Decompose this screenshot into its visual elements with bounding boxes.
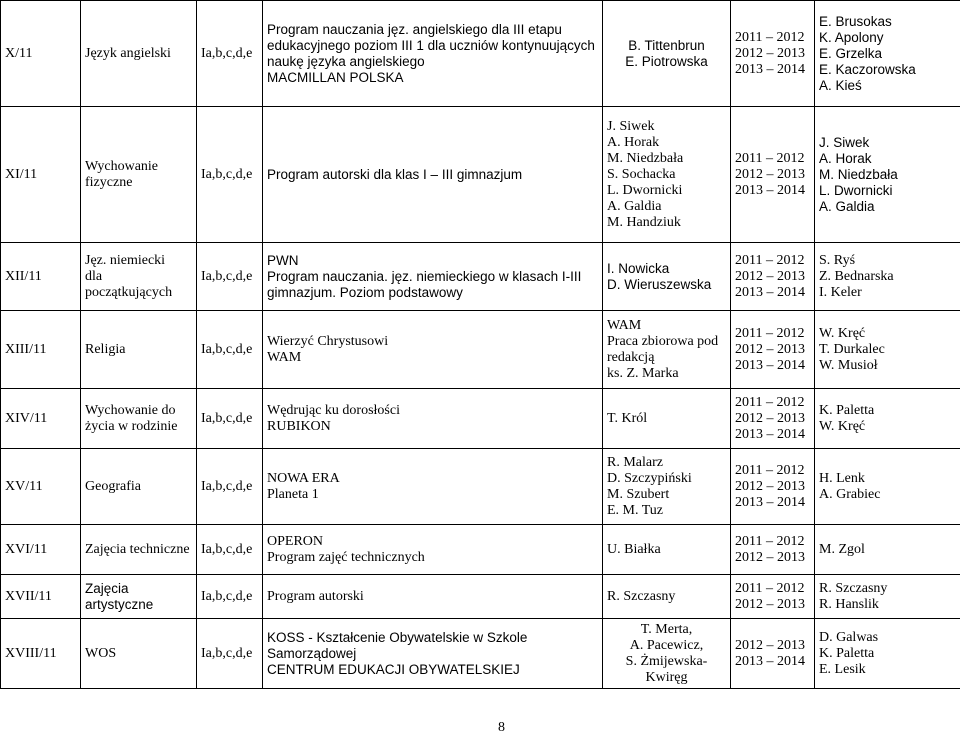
teachers-cell: D. Galwas K. Paletta E. Lesik (815, 619, 960, 689)
program-cell: OPERON Program zajęć technicznych (263, 525, 603, 575)
teachers-cell: H. Lenk A. Grabiec (815, 449, 960, 525)
classes-cell: Ia,b,c,d,e (197, 575, 263, 619)
subject-cell: Wychowanie do życia w rodzinie (81, 389, 197, 449)
classes-cell: Ia,b,c,d,e (197, 525, 263, 575)
classes-cell: Ia,b,c,d,e (197, 1, 263, 107)
authors-cell: R. Szczasny (603, 575, 731, 619)
program-cell: Program autorski (263, 575, 603, 619)
teachers-cell: W. Kręć T. Durkalec W. Musioł (815, 311, 960, 389)
row-number: XIV/11 (1, 389, 81, 449)
program-cell: Wierzyć Chrystusowi WAM (263, 311, 603, 389)
years-cell: 2012 – 2013 2013 – 2014 (731, 619, 815, 689)
row-number: XIII/11 (1, 311, 81, 389)
years-cell: 2011 – 2012 2012 – 2013 2013 – 2014 (731, 107, 815, 243)
page-number: 8 (498, 720, 505, 735)
subject-cell: WOS (81, 619, 197, 689)
years-cell: 2011 – 2012 2012 – 2013 2013 – 2014 (731, 311, 815, 389)
program-cell: Program nauczania jęz. angielskiego dla III etapu edukacyjnego poziom III 1 dla uczniów kontynuujących naukę języka angielskiego MACMILLAN POLSKA (263, 1, 603, 107)
program-cell: Wędrując ku dorosłości RUBIKON (263, 389, 603, 449)
authors-cell: I. Nowicka D. Wieruszewska (603, 243, 731, 311)
classes-cell: Ia,b,c,d,e (197, 389, 263, 449)
row-number: X/11 (1, 1, 81, 107)
table-row (1, 107, 960, 243)
teachers-cell: S. Ryś Z. Bednarska I. Keler (815, 243, 960, 311)
row-number: XVI/11 (1, 525, 81, 575)
program-cell: NOWA ERA Planeta 1 (263, 449, 603, 525)
subject-cell: Język angielski (81, 1, 197, 107)
authors-cell: T. Merta, A. Pacewicz, S. Żmijewska- Kwiręg (603, 619, 731, 689)
authors-cell: T. Król (603, 389, 731, 449)
teachers-cell: E. Brusokas K. Apolony E. Grzelka E. Kaczorowska A. Kieś (815, 1, 960, 107)
classes-cell: Ia,b,c,d,e (197, 619, 263, 689)
table-row (1, 525, 960, 575)
program-cell: KOSS - Kształcenie Obywatelskie w Szkole Samorządowej CENTRUM EDUKACJI OBYWATELSKIEJ (263, 619, 603, 689)
row-number: XI/11 (1, 107, 81, 243)
teachers-cell: R. Szczasny R. Hanslik (815, 575, 960, 619)
table-row (1, 449, 960, 525)
row-number: XVII/11 (1, 575, 81, 619)
subject-cell: Jęz. niemiecki dla początkujących (81, 243, 197, 311)
years-cell: 2011 – 2012 2012 – 2013 2013 – 2014 (731, 389, 815, 449)
years-cell: 2011 – 2012 2012 – 2013 2013 – 2014 (731, 449, 815, 525)
authors-cell: R. Malarz D. Szczypiński M. Szubert E. M. Tuz (603, 449, 731, 525)
row-number: XII/11 (1, 243, 81, 311)
subject-cell: Zajęcia artystyczne (81, 575, 197, 619)
program-cell: Program autorski dla klas I – III gimnazjum (263, 107, 603, 243)
classes-cell: Ia,b,c,d,e (197, 311, 263, 389)
authors-cell: WAM Praca zbiorowa pod redakcją ks. Z. Marka (603, 311, 731, 389)
subject-cell: Wychowanie fizyczne (81, 107, 197, 243)
table-row (1, 243, 960, 311)
years-cell: 2011 – 2012 2012 – 2013 (731, 525, 815, 575)
subject-cell: Zajęcia techniczne (81, 525, 197, 575)
teachers-cell: K. Paletta W. Kręć (815, 389, 960, 449)
table-row (1, 389, 960, 449)
years-cell: 2011 – 2012 2012 – 2013 2013 – 2014 (731, 243, 815, 311)
teachers-cell: M. Zgol (815, 525, 960, 575)
table-row (1, 619, 960, 689)
classes-cell: Ia,b,c,d,e (197, 449, 263, 525)
table-row (1, 1, 960, 107)
subject-cell: Geografia (81, 449, 197, 525)
subject-cell: Religia (81, 311, 197, 389)
years-cell: 2011 – 2012 2012 – 2013 2013 – 2014 (731, 1, 815, 107)
years-cell: 2011 – 2012 2012 – 2013 (731, 575, 815, 619)
teachers-cell: J. Siwek A. Horak M. Niedzbała L. Dwornicki A. Galdia (815, 107, 960, 243)
table-row (1, 311, 960, 389)
authors-cell: J. Siwek A. Horak M. Niedzbała S. Sochacka L. Dwornicki A. Galdia M. Handziuk (603, 107, 731, 243)
authors-cell: B. Tittenbrun E. Piotrowska (603, 1, 731, 107)
classes-cell: Ia,b,c,d,e (197, 243, 263, 311)
classes-cell: Ia,b,c,d,e (197, 107, 263, 243)
authors-cell: U. Białka (603, 525, 731, 575)
row-number: XVIII/11 (1, 619, 81, 689)
program-cell: PWN Program nauczania. jęz. niemieckiego w klasach I-III gimnazjum. Poziom podstawowy (263, 243, 603, 311)
row-number: XV/11 (1, 449, 81, 525)
table-row (1, 575, 960, 619)
